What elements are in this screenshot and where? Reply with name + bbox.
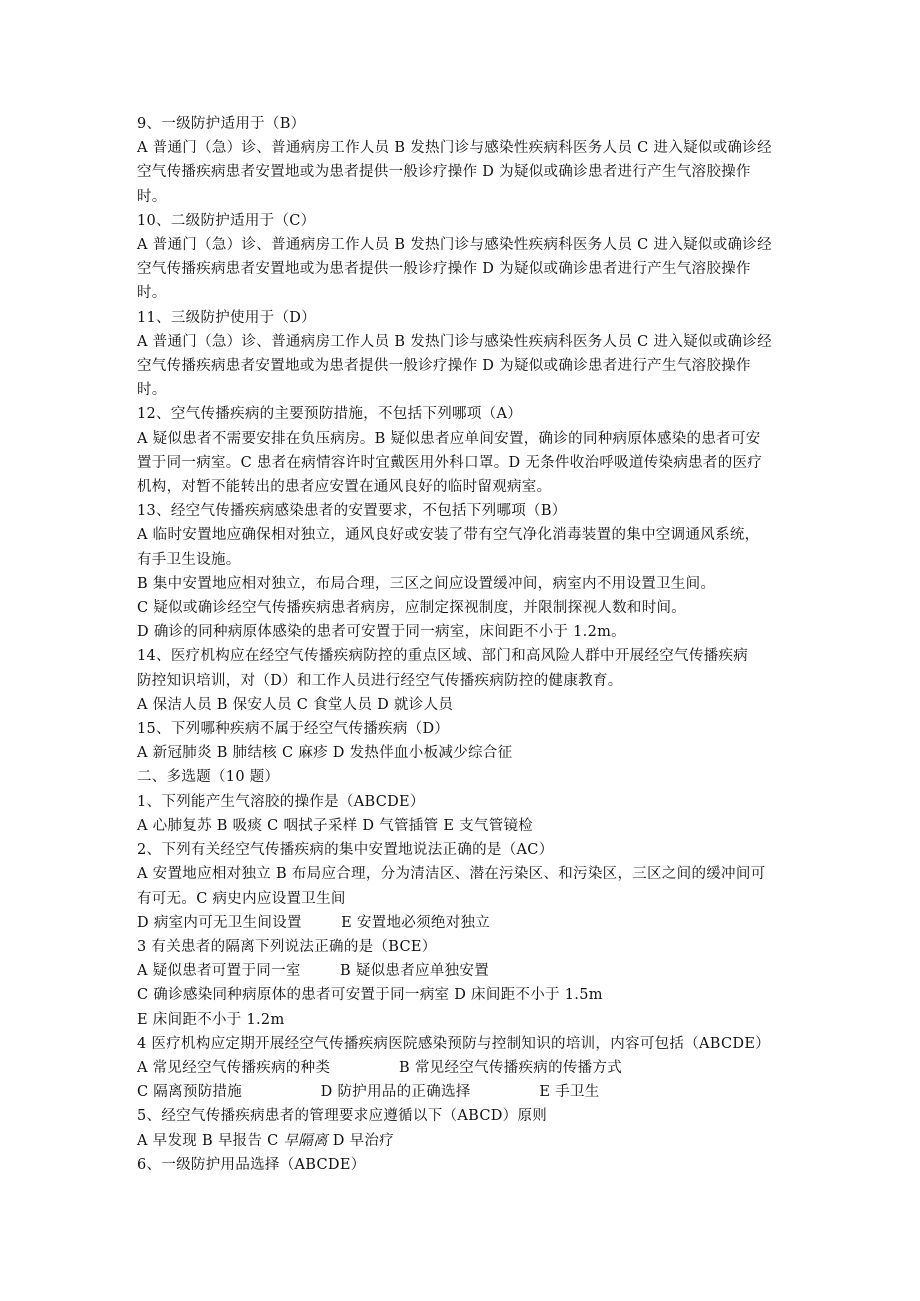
text-line: 空气传播疾病患者安置地或为患者提供一般诊疗操作 D 为疑似或确诊患者进行产生气溶胶操作 (137, 164, 751, 181)
text-line: E 床间距不小于 1.2m (137, 1011, 285, 1028)
text-line: 12、空气传播疾病的主要预防措施，不包括下列哪项（A） (137, 406, 523, 423)
text-line: 时。 (137, 285, 167, 302)
text-line: 6、一级防护用品选择（ABCDE） (137, 1156, 366, 1173)
document-body (137, 112, 800, 1177)
text-line: 15、下列哪种疾病不属于经空气传播疾病（D） (137, 721, 450, 738)
text-line: 防控知识培训，对（D）和工作人员进行经空气传播疾病防控的健康教育。 (137, 672, 623, 689)
text-line: A 普通门（急）诊、普通病房工作人员 B 发热门诊与感染性疾病科医务人员 C 进入疑似或确诊经 (137, 237, 772, 254)
text-line: A 普通门（急）诊、普通病房工作人员 B 发热门诊与感染性疾病科医务人员 C 进入疑似或确诊经 (137, 140, 772, 157)
text-line: D 确诊的同种病原体感染的患者可安置于同一病室，床间距不小于 1.2m。 (137, 624, 626, 641)
text-line: 13、经空气传播疾病感染患者的安置要求，不包括下列哪项（B） (137, 503, 567, 520)
text-line: C 疑似或确诊经空气传播疾病患者病房，应制定探视制度，并限制探视人数和时间。 (137, 600, 687, 617)
text-line: 1、下列能产生气溶胶的操作是（ABCDE） (137, 793, 425, 810)
text-line: 时。 (137, 382, 167, 399)
italic-text-segment: 早隔离 (283, 1132, 328, 1149)
text-line: 机构，对暂不能转出的患者应安置在通风良好的临时留观病室。 (137, 479, 552, 496)
text-line: A 临时安置地应确保相对独立，通风良好或安装了带有空气净化消毒装置的集中空调通风系统， (137, 527, 760, 544)
text-line: C 确诊感染同种病原体的患者可安置于同一病室 D 床间距不小于 1.5m (137, 987, 603, 1004)
text-line: 3 有关患者的隔离下列说法正确的是（BCE） (137, 938, 437, 955)
text-line: 有可无。C 病史内应设置卫生间 (137, 890, 346, 907)
section-heading: 二、多选题（10 题） (137, 769, 280, 786)
text-line: 4 医疗机构应定期开展经空气传播疾病医院感染预防与控制知识的培训，内容可包括（ABCDE） (137, 1035, 771, 1052)
text-line: A 疑似患者不需要安排在负压病房。B 疑似患者应单间安置，确诊的同种病原体感染的患者可安 (137, 430, 761, 447)
text-segment: D 早治疗 (327, 1132, 395, 1149)
text-line: 有手卫生设施。 (137, 551, 241, 568)
text-line: 9、一级防护适用于（B） (137, 116, 306, 132)
text-line: 空气传播疾病患者安置地或为患者提供一般诊疗操作 D 为疑似或确诊患者进行产生气溶胶操作 (137, 358, 751, 375)
text-line: A 保洁人员 B 保安人员 C 食堂人员 D 就诊人员 (137, 696, 454, 713)
text-line: A 常见经空气传播疾病的种类 B 常见经空气传播疾病的传播方式 (137, 1059, 623, 1076)
text-line: 11、三级防护使用于（D） (137, 309, 316, 326)
text-line: 5、经空气传播疾病患者的管理要求应遵循以下（ABCD）原则 (137, 1108, 548, 1125)
text-line: A 疑似患者可置于同一室 B 疑似患者应单独安置 (137, 963, 490, 980)
text-line: 2、下列有关经空气传播疾病的集中安置地说法正确的是（AC） (137, 842, 554, 859)
text-line: C 隔离预防措施 D 防护用品的正确选择 E 手卫生 (137, 1084, 600, 1101)
text-line: D 病室内可无卫生间设置 E 安置地必须绝对独立 (137, 914, 491, 931)
text-line: 10、二级防护适用于（C） (137, 212, 316, 229)
text-line: A 心肺复苏 B 吸痰 C 咽拭子采样 D 气管插管 E 支气管镜检 (137, 817, 534, 834)
text-line: 14、医疗机构应在经空气传播疾病防控的重点区域、部门和高风险人群中开展经空气传播疾病 (137, 648, 749, 665)
text-line: 置于同一病室。C 患者在病情容许时宜戴医用外科口罩。D 无条件收治呼吸道传染病患者的医疗 (137, 454, 763, 471)
text-line: A 普通门（急）诊、普通病房工作人员 B 发热门诊与感染性疾病科医务人员 C 进入疑似或确诊经 (137, 333, 772, 350)
text-segment: A 早发现 B 早报告 C (137, 1132, 284, 1149)
text-line: A 安置地应相对独立 B 布局应合理，分为清洁区、潜在污染区、和污染区，三区之间的缓冲间可 (137, 866, 766, 883)
text-line: A 新冠肺炎 B 肺结核 C 麻疹 D 发热伴血小板减少综合征 (137, 745, 513, 762)
text-line: 空气传播疾病患者安置地或为患者提供一般诊疗操作 D 为疑似或确诊患者进行产生气溶胶操作 (137, 261, 751, 278)
text-line-mixed (137, 1129, 800, 1153)
text-line: B 集中安置地应相对独立，布局合理，三区之间应设置缓冲间，病室内不用设置卫生间。 (137, 575, 716, 592)
text-line: 时。 (137, 188, 167, 205)
